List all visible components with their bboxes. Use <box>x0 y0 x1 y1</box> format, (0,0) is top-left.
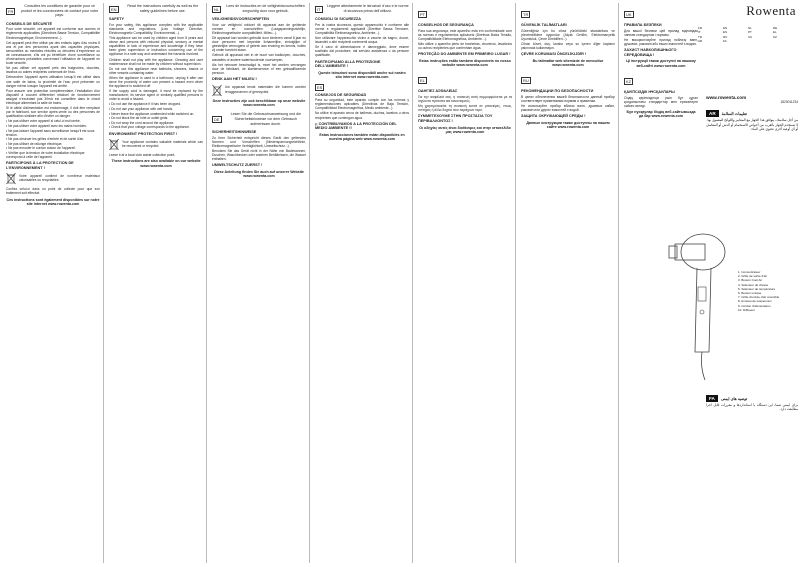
section-title: تعليمات السلامة <box>721 112 747 116</box>
lang-badge-pt: PT <box>420 12 426 17</box>
paragraph: Se il cavo di alimentazione è danneggiato, deve essere sostituito dal produttore, dal servizio assistenza o da persone qualificate. <box>315 45 409 58</box>
env-title: ЗАЩИТА ОКРУЖАЮЩЕЙ СРЕДЫ ! <box>521 114 586 119</box>
paragraph: Pour votre sécurité, cet appareil est conforme aux normes et règlements applicables (Directives Basse Tension, Compatibilité Electromagnétique, Environnement...). <box>6 27 100 40</box>
closing-note: Deze instructies zijn ook beschikbaar op onze website www.rowenta.com <box>212 98 306 107</box>
lang-badge-uk: UK <box>626 12 632 17</box>
paragraph: Children shall not play with the appliance. Cleaning and user maintenance shall not be made by children without supervision. <box>109 57 203 66</box>
lang-badge-it: IT <box>317 6 321 12</box>
brand-logo: Rowenta <box>746 3 796 18</box>
section-title: SICHERHEITSHINWEISE <box>212 130 257 135</box>
paragraph: Не используйте прибор вблизи ванн, душевых кабин, раковин или других емкостей с водой. <box>521 104 615 113</box>
legend-item: 10. Diffuseur <box>738 307 755 312</box>
bullet: • Vérifier que la tension de votre installation électrique correspond à celle de l'appareil. <box>6 151 85 160</box>
column-header: Read the instructions carefully as well as the safety guidelines before use. <box>127 4 199 13</box>
legend-item: 4. Sélecteur de vitesse <box>738 282 769 287</box>
legend-item: 2. Grille de sortie d'air <box>738 274 768 279</box>
language-code-grid: FR EN NL DE IT ES PT EL TR RU UK KZ AR FA <box>698 26 778 44</box>
closing-note: Οι οδηγίες αυτές είναι διαθέσιμες και στην ιστοσελίδα μας www.rowenta.com <box>419 125 511 135</box>
paragraph: Ne pas utiliser cet appareil près des baignoires, douches, lavabos ou autres récipients contenant de l'eau. <box>6 66 100 75</box>
cover-block <box>706 95 798 132</box>
paragraph: Si le câble d'alimentation est endommagé, il doit être remplacé par le fabricant, son service après-vente ou des personnes de qualification similaire afin d'éviter un danger. <box>6 106 100 119</box>
column-header: Lesen Sie die Gebrauchsanweisung und die Sicherheitshinweise vor dem Gebrauch aufmerksam durch. <box>230 112 301 126</box>
bullet: • Ne pas obstruer les grilles d'entrée et de sortie d'air. <box>6 137 84 142</box>
paragraph: If the supply cord is damaged, it must be replaced by the manufacturer, its service agent or similarly qualified persons in order to avoid a hazard. <box>109 89 203 102</box>
paragraph: Para su seguridad, este aparato cumple con las normas y reglamentaciones aplicables (Directivas de Baja Tensión, Compatibilidad Electromagnética, Medio ambiente...). <box>315 98 409 111</box>
closing-note: Ці інструкції також доступні на нашому веб-сайті www.rowenta.com <box>626 59 696 68</box>
env-title: ЗАХИСТ НАВКОЛИШНЬОГО СЕРЕДОВИЩА ! <box>624 47 677 57</box>
legend-item: 7. Grille d'entrée d'air amovible <box>738 295 780 300</box>
lang-badge-fr: FR <box>8 8 14 14</box>
section-title: CONSELHOS DE SEGURANÇA <box>418 23 474 27</box>
env-title: UMWELTSCHUTZ ZUERST ! <box>212 163 263 168</box>
column-tr-ru <box>518 3 619 563</box>
legend-item: 9. Cordon d'alimentation <box>738 303 771 308</box>
bullet: • Ne pas utiliser votre appareil si celui-ci est tombé. <box>6 119 81 124</box>
paragraph: Do not use this appliance near bathtubs, showers, basins or other vessels containing water. <box>109 66 203 75</box>
paragraph: В целях обеспечения вашей безопасности данный прибор соответствует применимым нормам и правилам. <box>521 95 615 104</box>
bullet: • Ne pas utiliser votre appareil avec les mains humides. <box>6 123 87 128</box>
bullet: • Do not wrap the cord around the appliance. <box>109 120 175 125</box>
paragraph: For your safety, this appliance complies with the applicable standards and regulations (Low Voltage Directive, Electromagnetic Compatibility, Environmental...). <box>109 22 203 35</box>
paragraph: Сіздің қауіпсіздігіңіз үшін бұл құрал қолданыстағы стандарттар мен ережелерге сәйкес келеді. <box>624 95 698 108</box>
paragraph: Para sua segurança, este aparelho está em conformidade com as normas e regulamentos aplicáveis (Diretivas Baixa Tensão, Compatibilidade Eletromagnética, Ambiente...). <box>418 28 512 41</box>
section-title: ΟΔΗΓΙΕΣ ΑΣΦΑΛΕΙΑΣ <box>418 89 458 94</box>
column-header: Leggere attentamente le istruzioni d'uso e le norme di sicurezza prima dell'utilizzo. <box>326 4 409 13</box>
env-title: ΣΥΜΜΕΤΕΧΟΥΜΕ ΣΤΗΝ ΠΡΟΣΤΑΣΙΑ ΤΟΥ ΠΕΡΙΒΑΛΛΟΝΤΟΣ ! <box>418 114 493 124</box>
closing-note: Bu talimatlar web sitemizde de mevcuttur www.rowenta.com <box>532 58 604 68</box>
bullet: • Do not use the appliance if it has been dropped. <box>109 102 182 107</box>
column-en <box>106 3 207 563</box>
paragraph: Μη χρησιμοποιείτε τη συσκευή κοντά σε μπανιέρες, ντους, νιπτήρες ή άλλα δοχεία που περιέχουν νερό. <box>418 104 512 113</box>
bullet: • Ne pas enrouler le cordon autour de l'appareil. <box>6 146 76 151</box>
paragraph: Не використовуйте прилад поблизу ванн, душових, раковин або інших ємностей з водою. <box>624 37 698 46</box>
closing-note: Данные инструкции также доступны на нашем сайте www.rowenta.com <box>526 121 610 130</box>
bullet: • Check that your voltage corresponds to the appliance. <box>109 125 190 130</box>
lang-badge-fa: FA <box>706 395 718 402</box>
lang-badge-en: EN <box>111 6 117 12</box>
closing-note: Бұл нұсқаулар біздің веб-сайтымызда да бар www.rowenta.com <box>626 109 696 119</box>
lang-badge-el: EL <box>420 78 425 84</box>
env-text-2: Confiez celui-ci dans un point de collecte pour que son traitement soit effectué. <box>6 187 100 196</box>
column-pt-el <box>415 3 516 563</box>
bullet: • Ne pas laisser l'appareil sans surveillance lorsqu'il est sous tension. <box>6 128 95 137</box>
bullet: • Never leave the appliance unattended while switched on. <box>109 111 195 116</box>
legend-item: 1. Concentrateur <box>738 270 761 274</box>
bullet: • Do not use your appliance with wet hands. <box>109 107 174 112</box>
paragraph: Dit apparaat kan worden gebruikt door kinderen vanaf 8 jaar en door personen met beperkte lichamelijke, zintuiglijke of geestelijke vermogens of gebrek aan ervaring en kennis, indien zij onder toezicht staan. <box>212 36 306 53</box>
env-title: ¡¡ CONTRIBUYAMOS A LA PROTECCIÓN DEL MEDIO AMBIENTE !! <box>315 121 397 131</box>
recycle-bin-icon <box>109 138 119 151</box>
section-title: CONSIGLI DI SICUREZZA <box>315 17 361 22</box>
paragraph: من أجل سلامتك، يتوافق هذا الجهاز مع المعايير واللوائح المعمول بها. <box>706 117 798 122</box>
section-title: CONSEILS DE SÉCURITÉ <box>6 21 52 26</box>
paragraph: Per la vostra sicurezza, questo apparecchio è conforme alle norme e regolamenti applicabili (Direttive Bassa Tensione, Compatibilità Elettromagnetica, Ambiente...). <box>315 22 409 35</box>
paragraph: This appliance can be used by children aged from 8 years and above and persons with reduced physical, sensory or mental capabilities or lack of experience and knowledge if they have been given supervision or instruction concerning use of the appliance in a safe way and understand the hazards involved. <box>109 36 203 57</box>
paragraph: Cihazı küvet, duş, lavabo veya su içeren diğer kapların yakınında kullanmayın. <box>521 41 615 50</box>
legend-item: 3. Bouton Cool Air <box>738 278 763 283</box>
bullet: • Ne pas utiliser de rallonge électrique. <box>6 141 63 146</box>
hair-dryer-illustration <box>665 232 735 382</box>
legend-item: 5. Sélecteur de température <box>738 286 776 291</box>
env-title: PROTEÇÃO DO AMBIENTE EM PRIMEIRO LUGAR ! <box>418 52 511 57</box>
paragraph: Для вашої безпеки цей прилад відповідає чинним стандартам і нормам. <box>624 28 698 37</box>
section-title: VEILIGHEIDSVOORSCHRIFTEN <box>212 17 269 22</box>
paragraph: Gebruik dit apparaat niet in de buurt van badkuipen, douches, wastafels of andere waterhoudende voorwerpen. <box>212 53 306 62</box>
env-title: ÇEVRE KORUMASI ÖNCELİKLİDİR ! <box>521 52 587 57</box>
paragraph: Για την ασφάλειά σας, η συσκευή αυτή συμμορφώνεται με τα ισχύοντα πρότυπα και κανονισμούς. <box>418 95 512 104</box>
lang-badge-ar: AR <box>706 110 719 117</box>
env-text: Uw apparaat bevat materialen die kunnen worden teruggewonnen of gerecycled. <box>225 85 306 94</box>
paragraph: Als het netsnoer beschadigd is, moet het worden vervangen door de fabrikant, de klantenservice of een gekwalificeerde persoon. <box>212 62 306 75</box>
closing-note: Queste istruzioni sono disponibili anche sul nostro sito internet www.rowenta.com <box>318 70 406 80</box>
env-text: Your appliance contains valuable materials which can be recovered or recycled. <box>122 140 203 149</box>
env-text: Votre appareil contient de nombreux matériaux valorisables ou recyclables. <box>19 174 100 183</box>
section-title: ҚАУІПСІЗДІК НҰСҚАУЛАРЫ <box>624 89 675 94</box>
section-title: توصیه های ایمنی <box>720 397 748 401</box>
closing-note: Diese Anleitung finden Sie auch auf unserer Website www.rowenta.com <box>214 169 304 179</box>
paragraph: Não utilize o aparelho perto de banheiras, chuveiros, lavatórios ou outros recipientes que contenham água. <box>418 41 512 50</box>
paragraph: When the appliance is used in a bathroom, unplug it after use since the proximity of water can present a hazard even when the appliance is switched off. <box>109 75 203 89</box>
paragraph: Non utilizzare l'apparecchio vicino a vasche da bagno, docce, lavandini o altri recipienti contenenti acqua. <box>315 36 409 45</box>
paragraph: Débrancher l'appareil après utilisation lorsqu'il est utilisé dans une salle de bains, la proximité de l'eau peut présenter un danger même lorsque l'appareil est arrêté. <box>6 75 100 88</box>
closing-note: Ces instructions sont également disponibles sur notre site internet www.rowenta.com <box>6 197 100 206</box>
paragraph: برای ایمنی شما، این دستگاه با استانداردها و مقررات قابل اجرا مطابقت دارد. <box>706 402 798 411</box>
parts-legend <box>738 270 798 312</box>
lang-badge-nl: NL <box>214 6 220 12</box>
paragraph: لا تستخدم الجهاز بالقرب من أحواض الاستحمام أو الدش أو المغاسل أو أي أوعية أخرى تحتوي على الماء. <box>706 122 798 131</box>
website-url: www.rowenta.com <box>706 95 747 100</box>
recycle-bin-icon <box>212 84 222 97</box>
env-title: ENVIRONMENT PROTECTION FIRST ! <box>109 131 178 136</box>
paragraph: No utilice el aparato cerca de bañeras, duchas, lavabos u otros recipientes que contengan agua. <box>315 111 409 120</box>
section-title: ПРАВИЛА БЕЗПЕКИ <box>624 23 662 27</box>
lang-badge-es: ES <box>317 84 323 90</box>
column-header: Consultez les conditions de garantie pour ce produit et les coordonnées de contact pour votre pays. <box>21 4 99 18</box>
closing-note: These instructions are also available on our website www.rowenta.com <box>111 159 201 168</box>
section-title: GÜVENLİK TALİMATLARI <box>521 23 567 27</box>
section-title: РЕКОМЕНДАЦИИ ПО БЕЗОПАСНОСТИ <box>521 89 594 94</box>
lang-badge-kz: KZ <box>626 78 632 84</box>
closing-note: Estas instrucciones también están disponibles en nuestra página web www.rowenta.com <box>319 132 405 142</box>
env-text-2: Leave it at a local civic waste collection point. <box>109 153 176 158</box>
reference-number: 1820011234 <box>780 100 798 104</box>
fa-block <box>706 395 798 412</box>
lang-badge-de: DE <box>214 117 220 123</box>
column-header: Lees de instructies en de veiligheidsvoorschriften zorgvuldig door voor gebruik. <box>226 4 305 13</box>
paragraph: Cet appareil peut être utilisé par des enfants âgés d'au moins 8 ans et par des personnes ayant des capacités physiques, sensorielles ou mentales réduites ou dénuées d'expérience ou de connaissance, s'ils ont pu bénéficier d'une surveillance ou d'instructions préalables concernant l'utilisation de l'appareil en toute sécurité. <box>6 40 100 66</box>
closing-note: Estas instruções estão também disponíveis no nosso website www.rowenta.com <box>419 58 511 68</box>
paragraph: Zu Ihrer Sicherheit entspricht dieses Gerät den geltenden Normen und Vorschriften (Niederspannungsrichtlinie, Elektromagnetische Verträglichkeit, Umweltschutz...). <box>212 135 306 148</box>
legend-item: 8. Anneau de suspension <box>738 299 772 304</box>
bullet: • Do not block the air inlet or outlet grids. <box>109 116 169 121</box>
paragraph: Voor uw veiligheid voldoet dit apparaat aan de geldende normen en voorschriften (Laagspanningsrichtlijn, Elektromagnetische compatibiliteit, Milieu...). <box>212 22 306 35</box>
lang-badge-tr: TR <box>523 12 529 17</box>
env-title: DENK AAN HET MILIEU ! <box>212 76 257 81</box>
column-nl-de <box>209 3 310 563</box>
env-title: PARTECIPIAMO ALLA PROTEZIONE DELL'AMBIENTE ! <box>315 59 381 69</box>
legend-item: 6. Bouton ionique <box>738 291 762 296</box>
lang-badge-ru: RU <box>523 78 529 84</box>
paragraph: Benutzen Sie das Gerät nicht in der Nähe von Badewannen, Duschen, Waschbecken oder anderen Behältnissen, die Wasser enthalten. <box>212 148 306 162</box>
section-title: SAFETY <box>109 17 124 22</box>
env-title: PARTICIPONS À LA PROTECTION DE L'ENVIRONNEMENT ! <box>6 161 74 170</box>
column-it-es <box>312 3 413 563</box>
paragraph: Pour assurer une protection complémentaire, l'installation d'un dispositif à courant différentiel résiduel de fonctionnement assigné n'excédant pas 30mA est conseillée dans le circuit électrique alimentant la salle de bains. <box>6 88 100 105</box>
column-fr <box>3 3 104 563</box>
paragraph: Güvenliğiniz için bu cihaz yürürlükteki standartlara ve yönetmeliklere uygundur (Alçak Gerilim, Elektromanyetik Uyumluluk, Çevre Direktifleri...). <box>521 28 615 41</box>
recycle-bin-icon <box>6 172 16 185</box>
section-title: CONSEJOS DE SEGURIDAD <box>315 92 367 97</box>
